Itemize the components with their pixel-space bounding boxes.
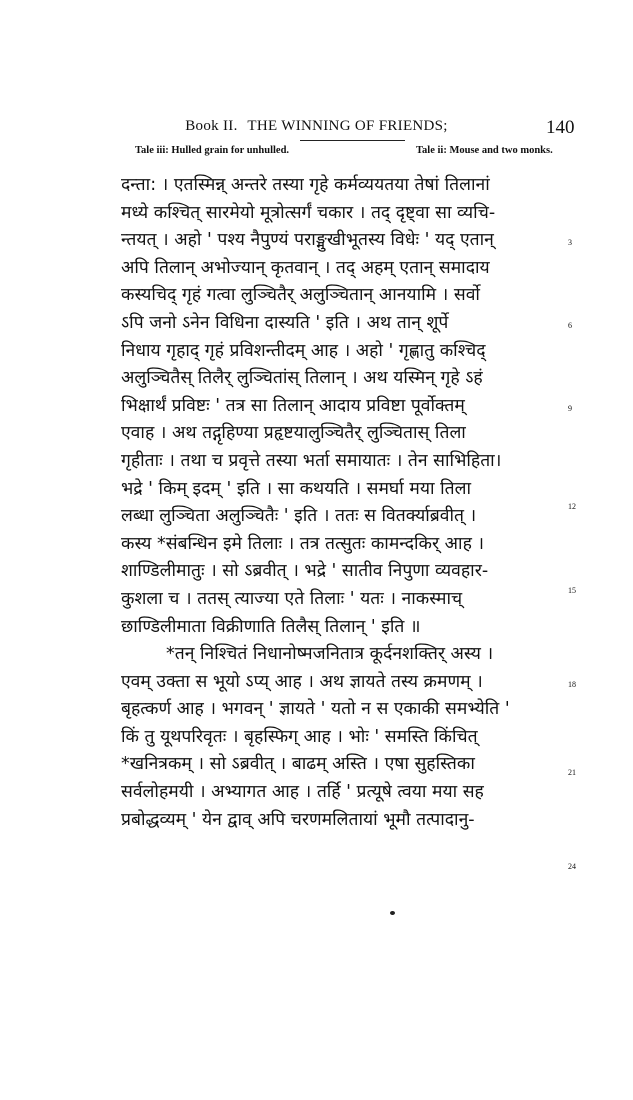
page-number: 140 [546, 117, 575, 138]
book-label: Book II. [185, 118, 238, 134]
text-line: न्तयत् । अहो ' पश्य नैपुण्यं पराङ्मुखीभूतस्य विधेः ' यद् एतान् [121, 230, 494, 251]
running-head [0, 118, 633, 135]
text-line: किं तु यूथपरिवृतः । बृहस्फिग् आह । भोः ' समस्ति किंचित् [121, 726, 478, 747]
text-line: कस्य *संबन्धिन इमे तिलाः । तत्र तत्सुतः कामन्दकिर् आह । [121, 533, 485, 554]
text-line: शाण्डिलीमातुः । सो ऽब्रवीत् । भद्रे ' सातीव निपुणा व्यवहार- [121, 561, 489, 582]
text-line: *खनित्रकम् । सो ऽब्रवीत् । बाढम् अस्ति । एषा सुहस्तिका [121, 754, 475, 775]
verse-line: *तन् निश्चितं निधानोष्मजनितात्र कूर्दनशक्तिर् अस्य । [166, 644, 494, 665]
text-line: कस्यचिद् गृहं गत्वा लुञ्चितैर् अलुञ्चितान् आनयामि । सर्वो [121, 285, 480, 306]
tale-note-left: Tale iii: Hulled grain for unhulled. [135, 145, 290, 156]
line-number: 3 [568, 238, 572, 247]
text-line: मध्ये कश्चित् सारमेयो मूत्रोत्सर्गं चकार । तद् दृष्ट्वा सा व्यचि- [121, 202, 496, 223]
text-line: भद्रे ' किम् इदम् ' इति । सा कथयति । समर्घा मया तिला [121, 478, 471, 499]
text-line: निधाय गृहाद् गृहं प्रविशन्तीदम् आह । अहो ' गृह्णातु कश्चिद् [121, 340, 486, 361]
text-line: बृहत्कर्ण आह । भगवन् ' ज्ञायते ' यतो न स एकाकी समभ्येति ' [121, 699, 510, 720]
line-number: 6 [568, 321, 572, 330]
text-line: अपि तिलान् अभोज्यान् कृतवान् । तद् अहम् एतान् समादाय [121, 257, 490, 278]
sanskrit-text [121, 172, 566, 834]
text-line: ऽपि जनो ऽनेन विधिना दास्यति ' इति । अथ तान् शूर्पे [121, 312, 449, 333]
text-line: प्रबोद्धव्यम् ' येन द्वाव् अपि चरणमलितायां भूमौ तत्पादानु- [121, 809, 475, 830]
text-line: कुशला च । ततस् त्याज्या एते तिलाः ' यतः । नाकस्माच् [121, 588, 463, 609]
text-line: दन्ता: । एतस्मिन्न् अन्तरे तस्या गृहे कर्मव्ययतया तेषां तिलानां [121, 175, 490, 195]
line-number: 15 [568, 586, 576, 595]
line-number: 24 [568, 862, 576, 871]
text-line: छाण्डिलीमाता विक्रीणाति तिलैस् तिलान् ' इति ॥ [121, 616, 421, 637]
text-line: एवम् उक्ता स भूयो ऽप्य् आह । अथ ज्ञायते तस्य क्रमणम् । [121, 671, 483, 692]
line-number: 12 [568, 502, 576, 511]
text-line: सर्वलोहमयी । अभ्यागत आह । तर्हि ' प्रत्यूषे त्वया मया सह [121, 782, 484, 803]
text-line: गृहीताः । तथा च प्रवृत्ते तस्या भर्ता समायातः । तेन साभिहिता। [121, 450, 502, 471]
line-number: 18 [568, 680, 576, 689]
printer-mark [390, 911, 395, 915]
chapter-title: THE WINNING OF FRIENDS; [247, 118, 448, 134]
text-line: अलुञ्चितैस् तिलैर् लुञ्चितांस् तिलान् । अथ यस्मिन् गृहे ऽहं [121, 368, 483, 389]
text-line: एवाह । अथ तद्गृहिण्या प्रहृष्टयालुञ्चितैर् लुञ्चितास् तिला [121, 423, 466, 444]
line-number: 21 [568, 768, 576, 777]
tale-note-right: Tale ii: Mouse and two monks. [416, 145, 553, 156]
text-line: भिक्षार्थं प्रविष्टः ' तत्र सा तिलान् आदाय प्रविष्टा पूर्वोक्तम् [121, 395, 465, 416]
text-line: लब्धा लुञ्चिता अलुञ्चितैः ' इति । ततः स वितर्क्याब्रवीत् । [121, 506, 477, 527]
line-number: 9 [568, 404, 572, 413]
header-rule [300, 140, 405, 141]
